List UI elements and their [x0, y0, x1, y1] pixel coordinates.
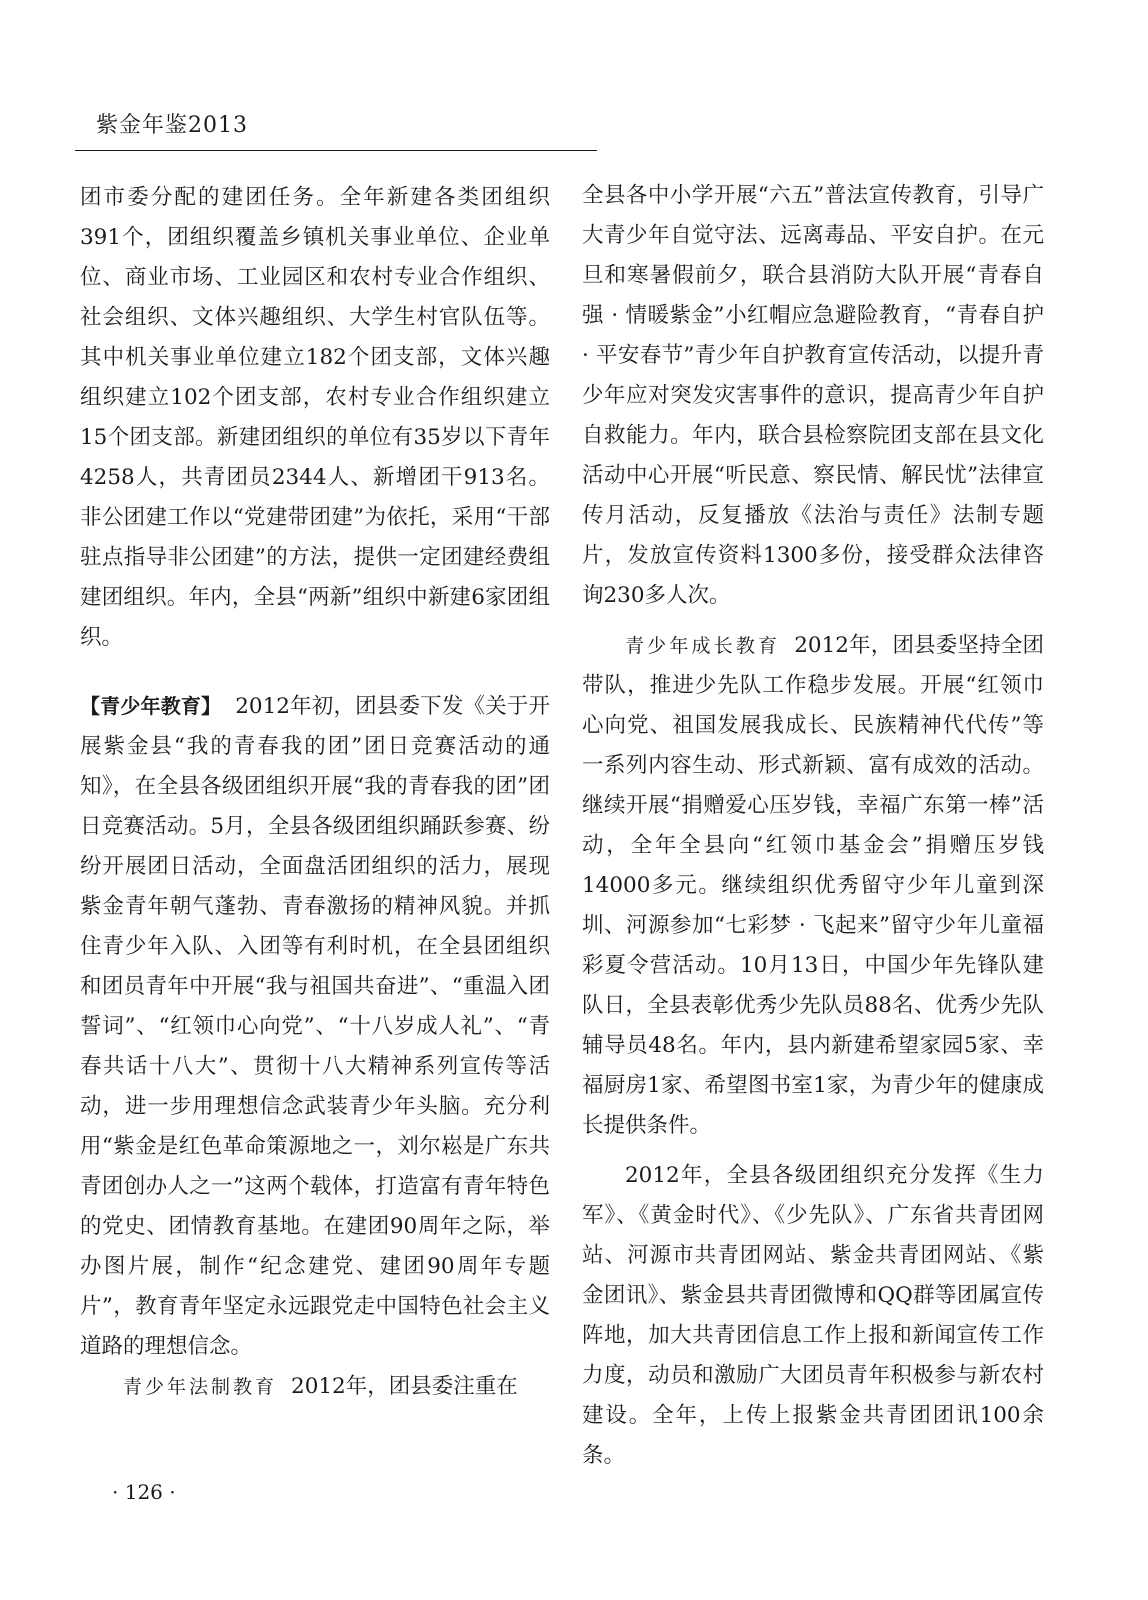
paragraph-team-building: 团市委分配的建团任务。全年新建各类团组织391个，团组织覆盖乡镇机关事业单位、企业单位、商业市场、工业园区和农村专业合作组织、社会组织、文体兴趣组织、大学生村官队伍等。其中机关事业单位建立182个团支部，文体兴趣组织建立102个团支部，农村专业合作组织建立15个团支部。新建团组织的单位有35岁以下青年4258人，共青团员2344人、新增团干913名。非公团建工作以“党建带团建”为依托，采用“干部驻点指导非公团建”的方法，提供一定团建经费组建团组织。年内，全县“两新”组织中新建6家团组织。: [80, 185, 550, 650]
paragraph-legal-education-text: 2012年，团县委注重在: [291, 1374, 518, 1399]
left-column: [80, 178, 550, 1407]
paragraph-growth-education-text: 2012年，团县委坚持全团带队，推进少先队工作稳步发展。开展“红领巾心向党、祖国发展我成长、民族精神代代传”等一系列内容生动、形式新颖、富有成效的活动。继续开展“捐赠爱心压岁钱，幸福广东第一棒”活动，全年全县向“红领巾基金会”捐赠压岁钱14000多元。继续组织优秀留守少年儿童到深圳、河源参加“七彩梦 · 飞起来”留守少年儿童福彩夏令营活动。10月13日，中国少年先锋队建队日，全县表彰优秀少先队员88名、优秀少先队辅导员48名。年内，县内新建希望家园5家、幸福厨房1家、希望图书室1家，为青少年的健康成长提供条件。: [582, 633, 1044, 1138]
right-column: [582, 176, 1044, 1476]
subhead-growth-education: 青少年成长教育: [625, 635, 781, 657]
page-number: · 126 ·: [112, 1480, 176, 1504]
paragraph-youth-education: [80, 686, 550, 1367]
paragraph-growth-education: [582, 626, 1044, 1146]
paragraph-legal-education: [80, 1367, 550, 1407]
paragraph-youth-education-text: 2012年初，团县委下发《关于开展紫金县“我的青春我的团”团日竞赛活动的通知》，在全县各级团组织开展“我的青春我的团”团日竞赛活动。5月，全县各级团组织踊跃参赛、纷纷开展团日活动，全面盘活团组织的活力，展现紫金青年朝气蓬勃、青春激扬的精神风貌。并抓住青少年入队、入团等有利时机，在全县团组织和团员青年中开展“我与祖国共奋进”、“重温入团誓词”、“红领巾心向党”、“十八岁成人礼”、“青春共话十八大”、贯彻十八大精神系列宣传等活动，进一步用理想信念武装青少年头脑。充分利用“紫金是红色革命策源地之一，刘尔崧是广东共青团创办人之一”这两个载体，打造富有青年特色的党史、团情教育基地。在建团90周年之际，举办图片展，制作“纪念建党、建团90周年专题片”，教育青年坚定永远跟党走中国特色社会主义道路的理想信念。: [80, 694, 551, 1359]
subhead-legal-education: 青少年法制教育: [123, 1376, 278, 1398]
paragraph-publicity: 2012年，全县各级团组织充分发挥《生力军》、《黄金时代》、《少先队》、广东省共青团网站、河源市共青团网站、紫金共青团网站、《紫金团讯》、紫金县共青团微博和QQ群等团属宣传阵地，加大共青团信息工作上报和新闻宣传工作力度，动员和激励广大团员青年积极参与新农村建设。全年，上传上报紫金共青团团讯100余条。: [582, 1163, 1044, 1468]
section-title-youth-education: 【青少年教育】: [80, 694, 222, 718]
running-header: 紫金年鉴2013: [96, 113, 248, 138]
header-rule: [75, 150, 597, 151]
paragraph-legal-education-continued: 全县各中小学开展“六五”普法宣传教育，引导广大青少年自觉守法、远离毒品、平安自护。在元旦和寒暑假前夕，联合县消防大队开展“青春自强 · 情暖紫金”小红帽应急避险教育，“青春自护 · 平安春节”青少年自护教育宣传活动，以提升青少年应对突发灾害事件的意识，提高青少年自护自救能力。年内，联合县检察院团支部在县文化活动中心开展“听民意、察民情、解民忧”法律宣传月活动，反复播放《法治与责任》法制专题片，发放宣传资料1300多份，接受群众法律咨询230多人次。: [582, 183, 1044, 608]
